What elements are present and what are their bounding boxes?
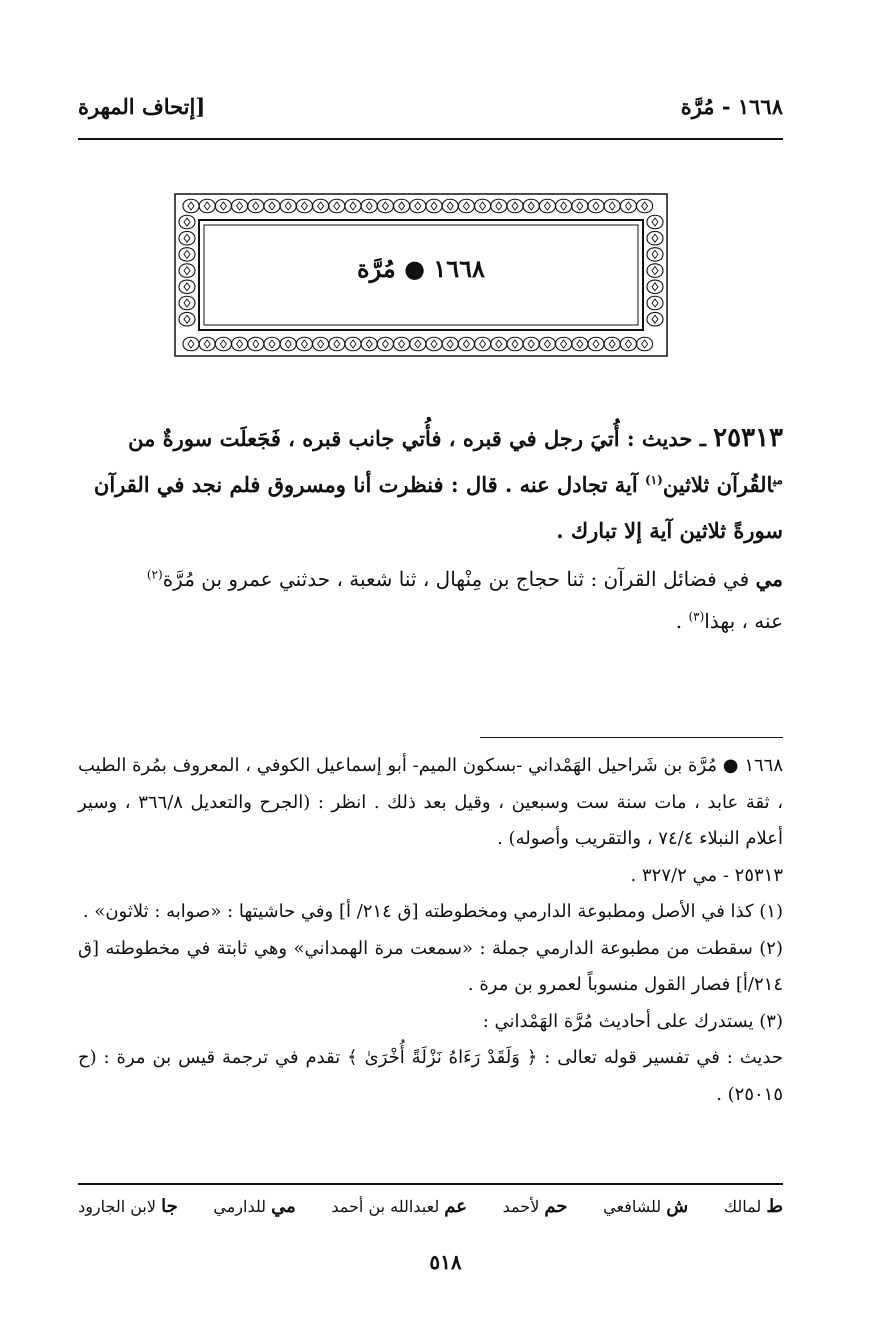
ornament-motif bbox=[512, 340, 518, 348]
ornament-motif bbox=[431, 202, 437, 210]
footnote-bio: ١٦٦٨ ● مُرَّة بن شَراحيل الهَمْداني -بسكون الميم- أبو إسماعيل الكوفي ، المعروف بمُرة الطيب ، ثقة عابد ، مات سنة ست وسبعين ، وقيل بعد ذلك . انظر : (الجرح والتعديل ٣٦٦/٨ ، وسير أعلام النبلاء ٧٤/٤ ، والتقريب وأصوله) . bbox=[78, 755, 784, 849]
ornament-motif bbox=[285, 202, 291, 210]
ornament-motif bbox=[528, 340, 534, 348]
ornament-motif bbox=[350, 340, 356, 348]
ornament-motif bbox=[431, 340, 437, 348]
footnote-ref-3: (٣) bbox=[688, 609, 705, 624]
ornament-motif bbox=[366, 340, 372, 348]
ornament-motif bbox=[577, 340, 583, 348]
ornament-motif bbox=[220, 340, 226, 348]
source-chain bbox=[78, 558, 783, 642]
ornament-motif bbox=[528, 202, 534, 210]
ornament-motif bbox=[652, 218, 658, 226]
ornament-motif bbox=[593, 340, 599, 348]
ornament-motif bbox=[269, 340, 275, 348]
source-siglum: مي bbox=[755, 567, 783, 591]
book-title: [إتحاف المهرة bbox=[78, 93, 206, 119]
ornament-motif bbox=[237, 340, 243, 348]
ornament-motif bbox=[301, 202, 307, 210]
footnote-3-detail: حديث : في تفسير قوله تعالى : ﴿ وَلَقَدْ رَءَاهُ نَزْلَةً أُخْرَىٰ ﴾ تقدم في ترجمة قيس بن مرة : (ح ٢٥٠١٥) . bbox=[78, 1047, 783, 1105]
ornament-motif bbox=[625, 340, 631, 348]
ornament-motif bbox=[463, 340, 469, 348]
ornament-motif bbox=[184, 283, 190, 291]
page-number: ٥١٨ bbox=[429, 1250, 462, 1274]
ornament-motif bbox=[544, 340, 550, 348]
ornament-motif bbox=[188, 340, 194, 348]
ornament-motif bbox=[184, 234, 190, 242]
hadith-line-1 bbox=[78, 415, 783, 462]
ornament-motif bbox=[642, 202, 648, 210]
hadith-line-2 bbox=[78, 462, 783, 508]
ornament-motif bbox=[577, 202, 583, 210]
ornament-motif bbox=[609, 340, 615, 348]
ornament-motif bbox=[318, 202, 324, 210]
hadith-text-1: أُتيَ رجل في قبره ، فأُتي جانب قبره ، فَجَعلَت سورةٌ من bbox=[128, 426, 620, 451]
ornament-motif bbox=[366, 202, 372, 210]
ornament-motif bbox=[382, 202, 388, 210]
page-header bbox=[78, 86, 783, 126]
ornament-motif bbox=[652, 299, 658, 307]
ornament-motif bbox=[237, 202, 243, 210]
ornament-motif bbox=[480, 340, 486, 348]
ornament-motif bbox=[204, 340, 210, 348]
running-heading: ١٦٦٨ - مُرَّة bbox=[680, 93, 783, 119]
abbrev-item: عم لعبدالله بن أحمد bbox=[331, 1196, 468, 1217]
bottom-rule bbox=[78, 1183, 783, 1185]
hadith-text-2c: آية تجادل عنه . قال : فنظرت أنا ومسروق فلم نجد في القرآن bbox=[93, 472, 638, 497]
ornament-motif bbox=[399, 340, 405, 348]
footnote-2: (٢) سقطت من مطبوعة الدارمي جملة : «سمعت مرة الهمداني» وهي ثابتة في مخطوطته [ق ٢١٤/أ] فصار القول منسوباً لعمرو بن مرة . bbox=[78, 937, 783, 995]
ornament-motif bbox=[652, 315, 658, 323]
hadith-text bbox=[78, 415, 783, 642]
ornament-motif bbox=[512, 202, 518, 210]
ornament-motif bbox=[285, 340, 291, 348]
footnote-source: ٢٥٣١٣ - مي ٣٢٧/٢ . bbox=[630, 864, 783, 886]
ornament-motif bbox=[496, 202, 502, 210]
abbrev-item: جا لابن الجارود bbox=[78, 1196, 178, 1217]
ornament-motif bbox=[544, 202, 550, 210]
hadith-text-2a: القُرآن ثلاثين bbox=[662, 472, 773, 497]
footnotes bbox=[78, 748, 783, 1113]
siglum-mark: مي bbox=[772, 473, 783, 487]
abbrev-item: ش للشافعي bbox=[603, 1196, 689, 1217]
ornament-motif bbox=[593, 202, 599, 210]
footnote-ref-1: (١) bbox=[644, 473, 663, 487]
ornament-motif bbox=[350, 202, 356, 210]
ornament-motif bbox=[334, 202, 340, 210]
ornament-motif bbox=[447, 340, 453, 348]
footnote-3: (٣) يستدرك على أحاديث مُرَّة الهَمْداني : bbox=[482, 1010, 783, 1032]
footnote-ref-2: (٢) bbox=[146, 567, 163, 582]
ornament-motif bbox=[301, 340, 307, 348]
abbrev-item: مي للدارمي bbox=[213, 1196, 296, 1217]
ornament-motif bbox=[496, 340, 502, 348]
hadith-line-3: سورةً ثلاثين آية إلا تبارك . bbox=[556, 518, 783, 543]
ornament-motif bbox=[652, 283, 658, 291]
footnote-1: (١) كذا في الأصل ومطبوعة الدارمي ومخطوطته [ق ٢١٤/ أ] وفي حاشيتها : «صوابه : ثلاثون» . bbox=[82, 901, 783, 922]
header-rule bbox=[78, 138, 783, 140]
ornament-motif bbox=[184, 218, 190, 226]
hadith-label: ـ حديث : bbox=[626, 426, 706, 451]
ornament-motif bbox=[447, 202, 453, 210]
ornament-motif bbox=[625, 202, 631, 210]
section-title: ١٦٦٨ ● مُرَّة bbox=[357, 254, 485, 283]
abbrev-item: حم لأحمد bbox=[502, 1196, 568, 1217]
ornament-motif bbox=[253, 202, 259, 210]
footnote-rule bbox=[480, 737, 783, 738]
ornament-motif bbox=[220, 202, 226, 210]
abbrev-item: ط لمالك bbox=[723, 1196, 783, 1217]
ornament-motif bbox=[415, 340, 421, 348]
ornament-motif bbox=[188, 202, 194, 210]
ornament-motif bbox=[480, 202, 486, 210]
hadith-number: ٢٥٣١٣ bbox=[713, 423, 783, 453]
ornament-motif bbox=[184, 315, 190, 323]
ornament-motif bbox=[204, 202, 210, 210]
ornament-motif bbox=[334, 340, 340, 348]
source-text: في فضائل القرآن : ثنا حجاج بن مِنْهال ، ثنا شعبة ، حدثني عمرو بن مُرَّة bbox=[162, 567, 750, 591]
ornament-motif bbox=[652, 234, 658, 242]
ornament-motif bbox=[561, 202, 567, 210]
ornament-motif bbox=[642, 340, 648, 348]
ornament-motif bbox=[184, 299, 190, 307]
ornament-motif bbox=[399, 202, 405, 210]
ornament-motif bbox=[253, 340, 259, 348]
ornament-motif bbox=[609, 202, 615, 210]
ornament-motif bbox=[382, 340, 388, 348]
ornamental-frame bbox=[173, 192, 669, 358]
ornament-motif bbox=[561, 340, 567, 348]
ornament-motif bbox=[463, 202, 469, 210]
abbreviations-key bbox=[78, 1196, 783, 1217]
ornament-motif bbox=[318, 340, 324, 348]
source-end: عنه ، بهذا bbox=[704, 609, 783, 633]
source-end-tail: . bbox=[675, 609, 689, 633]
ornament-motif bbox=[269, 202, 275, 210]
ornament-motif bbox=[415, 202, 421, 210]
